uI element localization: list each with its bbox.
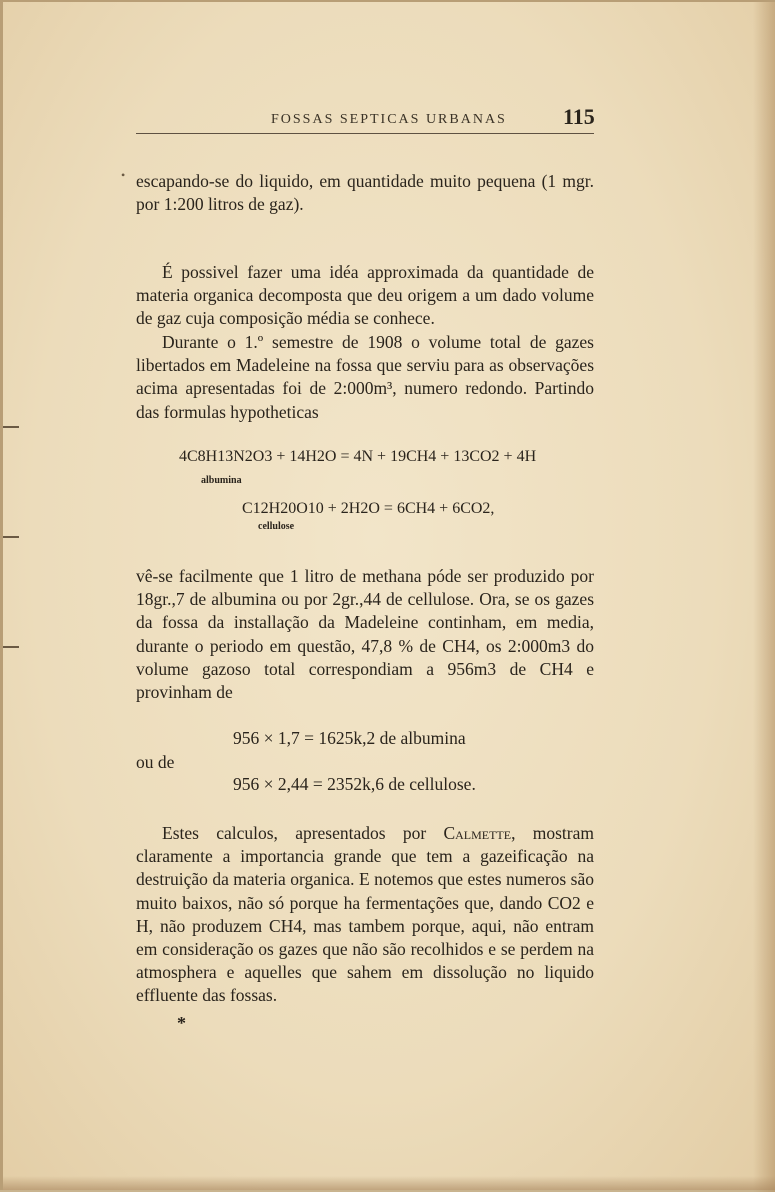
page-edge-shadow — [753, 2, 775, 1192]
formula-albumina: 4C8H13N2O3 + 14H2O = 4N + 19CH4 + 13CO2 + 4H — [179, 448, 537, 465]
page-bottom-shadow — [3, 1176, 775, 1190]
or-text: ou de — [136, 752, 175, 772]
author-name: Calmette — [443, 823, 512, 843]
calculation-cellulose: 956 × 2,44 = 2352k,6 de cellulose. — [233, 774, 476, 794]
formula-cellulose: C12H20O10 + 2H2O = 6CH4 + 6CO2, — [242, 500, 495, 517]
paragraph-2: É possivel fazer uma idéa approximada da quantidade de materia organica decomposta que deu origem a um dado volume de gaz cuja composição média se conhece. — [136, 262, 594, 329]
paragraph-1: escapando-se do liquido, em quantidade muito pequena (1 mgr. por 1:200 litros de gaz). — [136, 171, 594, 215]
header-rule — [136, 133, 594, 134]
formula-label-albumina: albumina — [201, 475, 242, 486]
margin-dot: • — [121, 168, 126, 182]
running-title: FOSSAS SEPTICAS URBANAS — [271, 112, 507, 127]
paragraph-5 — [136, 822, 594, 1008]
paragraph-5-start: Estes calculos, apresentados por — [162, 823, 444, 843]
page-number: 115 — [563, 104, 595, 129]
paragraph-4: vê-se facilmente que 1 litro de methana póde ser produzido por 18gr.,7 de albumina ou por 2gr.,44 de cellulose. Ora, se os gazes da fossa da installação da Madeleine continham, em media, durante o periodo em questão, 47,8 % de CH4, os 2:000m3 do volume gazoso total correspondiam a 956m3 de CH4 e provinham de — [136, 566, 594, 703]
margin-mark — [3, 646, 19, 648]
paragraph-5-end: , mostram claramente a importancia grande que tem a gazeificação na destruição da materia organica. E notemos que estes numeros são muito baixos, não só porque ha fermentações que, dando CO2 e H, não produzem CH4, mas tambem porque, aqui, não entram em consideração os gazes que não são recolhidos e se perdem na atmosphera e aquelles que sahem em dissolução no liquido effluente das fossas. — [136, 823, 594, 1006]
margin-mark — [3, 426, 19, 428]
formula-label-cellulose: cellulose — [258, 521, 295, 532]
paragraph-3: Durante o 1.º semestre de 1908 o volume total de gazes libertados em Madeleine na fossa que serviu para as observações acima apresentadas foi de 2:000m³, numero redondo. Partindo das formulas hypotheticas — [136, 332, 594, 422]
section-ornament: * — [177, 1013, 186, 1033]
calculation-albumina: 956 × 1,7 = 1625k,2 de albumina — [233, 728, 466, 748]
margin-mark — [3, 536, 19, 538]
